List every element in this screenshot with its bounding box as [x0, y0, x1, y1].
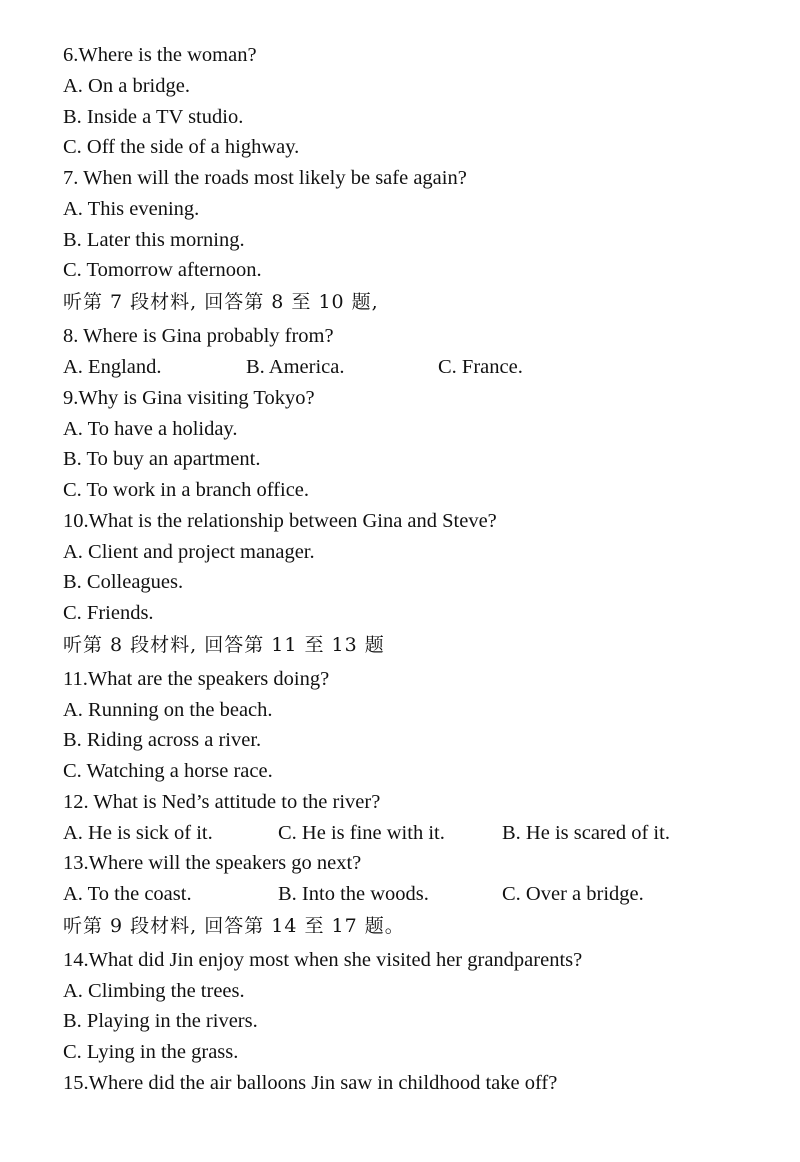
- question-15-stem: 15.Where did the air balloons Jin saw in childhood take off?: [63, 1072, 558, 1094]
- question-8-option-b: B. America.: [246, 356, 345, 378]
- question-9-option-a: A. To have a holiday.: [63, 418, 238, 440]
- question-6-option-a: A. On a bridge.: [63, 75, 190, 97]
- question-10-option-a: A. Client and project manager.: [63, 541, 315, 563]
- question-7-option-c: C. Tomorrow afternoon.: [63, 259, 262, 281]
- question-8-stem: 8. Where is Gina probably from?: [63, 325, 334, 347]
- question-13-option-c: C. Over a bridge.: [502, 883, 644, 905]
- question-7-option-b: B. Later this morning.: [63, 229, 245, 251]
- question-10-option-b: B. Colleagues.: [63, 571, 184, 593]
- question-12-option-a: A. He is sick of it.: [63, 822, 213, 844]
- question-9-stem: 9.Why is Gina visiting Tokyo?: [63, 387, 315, 409]
- question-12-stem: 12. What is Ned’s attitude to the river?: [63, 791, 381, 813]
- question-8-options: [63, 355, 763, 379]
- question-6-stem: 6.Where is the woman?: [63, 44, 257, 66]
- question-7-stem: 7. When will the roads most likely be safe again?: [63, 167, 467, 189]
- question-14-option-c: C. Lying in the grass.: [63, 1041, 239, 1063]
- question-14-option-b: B. Playing in the rivers.: [63, 1010, 258, 1032]
- question-11-option-b: B. Riding across a river.: [63, 729, 262, 751]
- question-6-option-c: C. Off the side of a highway.: [63, 136, 300, 158]
- section-7-heading: 听第 7 段材料, 回答第 8 至 10 题,: [63, 291, 379, 313]
- question-10-option-c: C. Friends.: [63, 602, 154, 624]
- section-8-heading: 听第 8 段材料, 回答第 11 至 13 题: [63, 634, 385, 656]
- question-13-stem: 13.Where will the speakers go next?: [63, 852, 362, 874]
- question-11-option-a: A. Running on the beach.: [63, 699, 273, 721]
- question-13-options: [63, 882, 763, 906]
- question-12-option-c: C. He is fine with it.: [278, 822, 445, 844]
- question-12-option-b: B. He is scared of it.: [502, 822, 670, 844]
- question-14-stem: 14.What did Jin enjoy most when she visited her grandparents?: [63, 949, 583, 971]
- question-13-option-a: A. To the coast.: [63, 883, 192, 905]
- question-11-option-c: C. Watching a horse race.: [63, 760, 273, 782]
- question-8-option-c: C. France.: [438, 356, 523, 378]
- question-9-option-c: C. To work in a branch office.: [63, 479, 310, 501]
- question-9-option-b: B. To buy an apartment.: [63, 448, 261, 470]
- question-6-option-b: B. Inside a TV studio.: [63, 106, 244, 128]
- question-7-option-a: A. This evening.: [63, 198, 200, 220]
- question-12-options: [63, 821, 763, 845]
- question-8-option-a: A. England.: [63, 356, 162, 378]
- question-10-stem: 10.What is the relationship between Gina and Steve?: [63, 510, 497, 532]
- question-11-stem: 11.What are the speakers doing?: [63, 668, 330, 690]
- section-9-heading: 听第 9 段材料, 回答第 14 至 17 题。: [63, 915, 405, 937]
- question-14-option-a: A. Climbing the trees.: [63, 980, 245, 1002]
- question-13-option-b: B. Into the woods.: [278, 883, 429, 905]
